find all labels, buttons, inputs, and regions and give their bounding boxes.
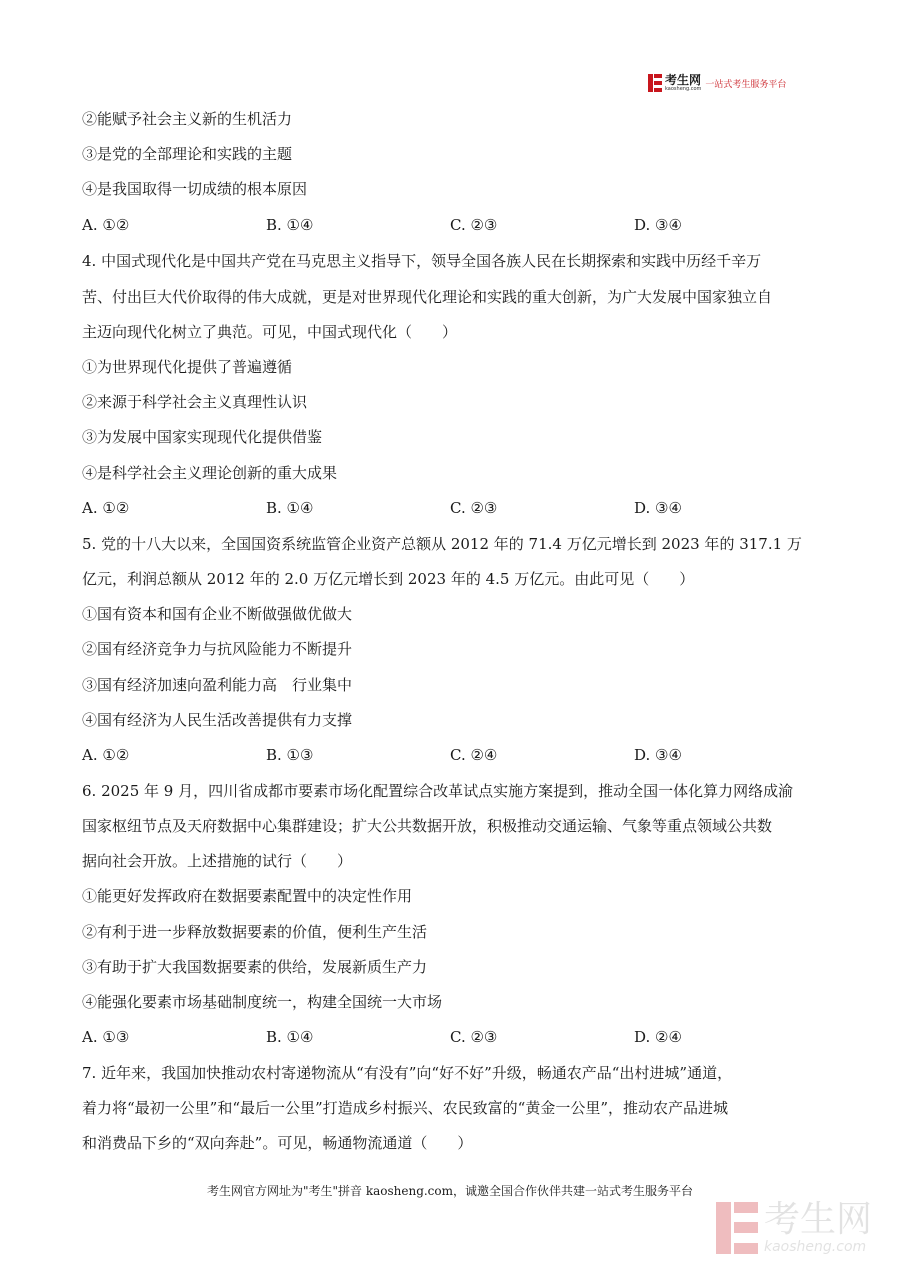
question-7-stem: 7. 近年来，我国加快推动农村寄递物流从“有没有”向“好不好”升级，畅通农产品“出村进城”通道， xyxy=(82,1064,733,1082)
watermark xyxy=(716,1199,873,1255)
text-line: ④国有经济为人民生活改善提供有力支撑 xyxy=(82,711,353,729)
text-line: 国家枢纽节点及天府数据中心集群建设；扩大公共数据开放，积极推动交通运输、气象等重点领域公共数 xyxy=(82,817,773,835)
option-a: A. ①② xyxy=(82,746,130,764)
option-b: B. ①④ xyxy=(266,1028,314,1046)
watermark-logo-icon xyxy=(716,1202,758,1254)
text-line: ②国有经济竞争力与抗风险能力不断提升 xyxy=(82,640,353,658)
text-line: 据向社会开放。上述措施的试行（ ） xyxy=(82,852,353,870)
question-5-stem: 5. 党的十八大以来，全国国资系统监管企业资产总额从 2012 年的 71.4 万亿元增长到 2023 年的 317.1 万 xyxy=(82,535,802,553)
logo-name: 考生网 xyxy=(665,73,702,87)
header-logo xyxy=(648,72,786,94)
text-line: 苦、付出巨大代价取得的伟大成就，更是对世界现代化理论和实践的重大创新，为广大发展中国家独立自 xyxy=(82,288,773,306)
watermark-domain: kaosheng.com xyxy=(764,1239,867,1255)
text-line: ③是党的全部理论和实践的主题 xyxy=(82,145,293,163)
text-line: ④是我国取得一切成绩的根本原因 xyxy=(82,180,308,198)
option-c: C. ②③ xyxy=(450,1028,498,1046)
option-a: A. ①③ xyxy=(82,1028,130,1046)
option-c: C. ②③ xyxy=(450,216,498,234)
option-d: D. ③④ xyxy=(634,216,682,234)
logo-domain: kaosheng.com xyxy=(665,86,702,92)
text-line: ①为世界现代化提供了普遍遵循 xyxy=(82,358,293,376)
question-4-stem: 4. 中国式现代化是中国共产党在马克思主义指导下，领导全国各族人民在长期探索和实践中历经千辛万 xyxy=(82,252,762,270)
text-line: ④是科学社会主义理论创新的重大成果 xyxy=(82,464,338,482)
page-footer: 考生网官方网址为"考生"拼音 kaosheng.com，诚邀全国合作伙伴共建一站式考生服务平台 xyxy=(206,1184,694,1198)
option-b: B. ①④ xyxy=(266,499,314,517)
text-line: ②有利于进一步释放数据要素的价值，便利生产生活 xyxy=(82,923,428,941)
text-line: ①能更好发挥政府在数据要素配置中的决定性作用 xyxy=(82,887,413,905)
option-d: D. ③④ xyxy=(634,746,682,764)
text-line: ③为发展中国家实现现代化提供借鉴 xyxy=(82,428,323,446)
option-d: D. ②④ xyxy=(634,1028,682,1046)
option-c: C. ②③ xyxy=(450,499,498,517)
option-b: B. ①③ xyxy=(266,746,314,764)
option-d: D. ③④ xyxy=(634,499,682,517)
text-line: 亿元，利润总额从 2012 年的 2.0 万亿元增长到 2023 年的 4.5 万亿元。由此可见（ ） xyxy=(82,570,695,588)
text-line: 主迈向现代化树立了典范。可见，中国式现代化（ ） xyxy=(82,323,458,341)
text-line: 和消费品下乡的“双向奔赴”。可见，畅通物流通道（ ） xyxy=(82,1134,473,1152)
text-line: ①国有资本和国有企业不断做强做优做大 xyxy=(82,605,353,623)
option-c: C. ②④ xyxy=(450,746,498,764)
text-line: ④能强化要素市场基础制度统一，构建全国统一大市场 xyxy=(82,993,443,1011)
option-a: A. ①② xyxy=(82,499,130,517)
text-line: ②来源于科学社会主义真理性认识 xyxy=(82,393,308,411)
question-6-stem: 6. 2025 年 9 月，四川省成都市要素市场化配置综合改革试点实施方案提到，推动全国一体化算力网络成渝 xyxy=(82,782,794,800)
kaosheng-logo-icon xyxy=(648,74,662,92)
option-b: B. ①④ xyxy=(266,216,314,234)
logo-slogan: 一站式考生服务平台 xyxy=(705,79,787,90)
watermark-name: 考生网 xyxy=(764,1199,873,1240)
text-line: ③国有经济加速向盈利能力高 行业集中 xyxy=(82,676,353,694)
text-line: ③有助于扩大我国数据要素的供给，发展新质生产力 xyxy=(82,958,428,976)
text-line: 着力将“最初一公里”和“最后一公里”打造成乡村振兴、农民致富的“黄金一公里”，推动农产品进城 xyxy=(82,1099,729,1117)
option-a: A. ①② xyxy=(82,216,130,234)
text-line: ②能赋予社会主义新的生机活力 xyxy=(82,110,293,128)
